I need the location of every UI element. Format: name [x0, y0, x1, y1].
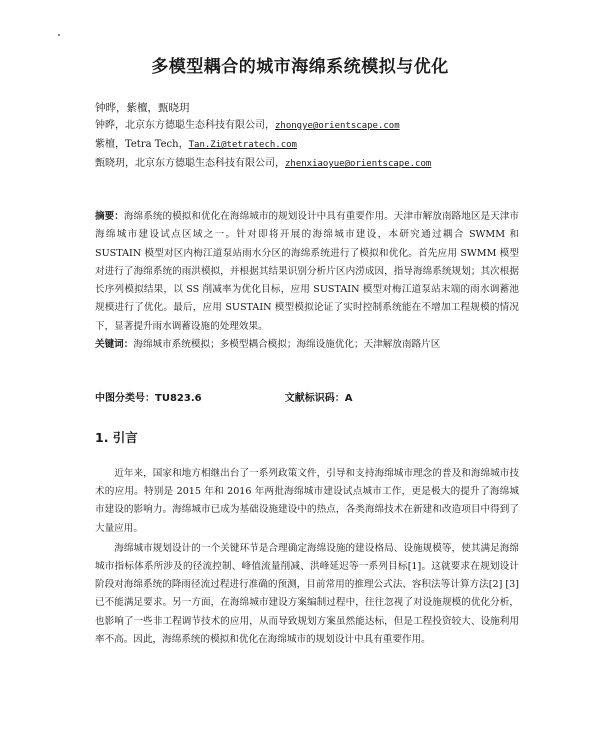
clc-label: 中图分类号：	[95, 393, 155, 404]
affiliation-item	[95, 154, 555, 173]
clc-value: TU823.6	[155, 393, 202, 404]
paper-title: 多模型耦合的城市海绵系统模拟与优化	[151, 57, 449, 77]
affiliation-name: 钟晔，北京东方德聪生态科技有限公司，	[95, 120, 275, 131]
affiliation-name: 甄晓玥，北京东方德聪生态科技有限公司，	[95, 158, 285, 169]
page-mark	[58, 34, 60, 36]
body-paragraph: 海绵城市规划设计的一个关键环节是合理确定海绵设施的建设格局、设施规模等，使其满足海绵城市指标体系所涉及的径流控制、峰值流量削减、洪峰延迟等一系列目标[1]。这就要求在规划设计阶段对海绵系统的降雨径流过程进行准确的预测，目前常用的推理公式法、容积法等计算方法[2] [3]已不能满足要求。另一方面，在海绵城市建设方案编制过程中，往往忽视了对设施规模的优化分析，也影响了一些非工程调节技术的应用，从而导致规划方案虽然能达标，但是工程投资较大、设施利用率不高。因此，海绵系统的模拟和优化在海绵城市的规划设计中具有重要作用。	[95, 542, 519, 645]
affiliation-list	[95, 116, 555, 173]
abstract-label: 摘要：	[95, 211, 124, 222]
body-paragraph: 近年来，国家和地方相继出台了一系列政策文件，引导和支持海绵城市理念的普及和海绵城市技术的应用。特别是 2015 年和 2016 年两批海绵城市建设试点城市工作，更是极大的提升了海绵城市建设的影响力。海绵城市已成为基础设施建设中的热点，各类海绵技术在新建和改造项目中得到了大量应用。	[95, 468, 519, 534]
affiliation-name: 紫檀，Tetra Tech，	[95, 139, 189, 150]
doc-code-value: A	[344, 393, 353, 404]
author-email-link[interactable]: zhenxiaoyue@orientscape.com	[285, 159, 432, 169]
author-email-link[interactable]: zhongye@orientscape.com	[275, 121, 400, 131]
affiliation-item	[95, 135, 555, 154]
author-email-link[interactable]: Tan.Zi@tetratech.com	[188, 140, 297, 150]
author-list: 钟晔，紫檀，甄晓玥	[95, 102, 190, 114]
affiliation-item	[95, 116, 555, 135]
introduction-body	[95, 465, 519, 651]
keywords-label: 关键词：	[95, 339, 134, 350]
abstract-text: 海绵系统的模拟和优化在海绵城市的规划设计中具有重要作用。天津市解放南路地区是天津市海绵城市建设试点区域之一。针对即将开展的海绵城市建设，本研究通过耦合 SWMM 和 SUSTAIN 模型对区内梅江道泵站雨水分区的海绵系统进行了模拟和优化。首先应用 SWMM 模型对进行了海绵系统的雨洪模拟，并根据其结果识别分析片区内涝成因，指导海绵系统规划；其次根据长序列模拟结果，以 SS 削减率为优化目标，应用 SUSTAIN 模型对梅江道泵站末端的雨水调蓄池规模进行了优化。最后，应用 SUSTAIN 模型模拟论证了实时控制系统能在不增加工程规模的情况下，显著提升雨水调蓄设施的处理效果。	[95, 211, 520, 332]
classification-line	[95, 389, 353, 404]
doc-code-label: 文献标识码：	[284, 393, 345, 404]
abstract	[95, 208, 519, 336]
keywords	[95, 336, 535, 354]
keywords-text: 海绵城市系统模拟；多模型耦合模拟；海绵设施优化；天津解放南路片区	[133, 339, 441, 350]
section-heading-introduction: 1. 引言	[95, 430, 138, 445]
